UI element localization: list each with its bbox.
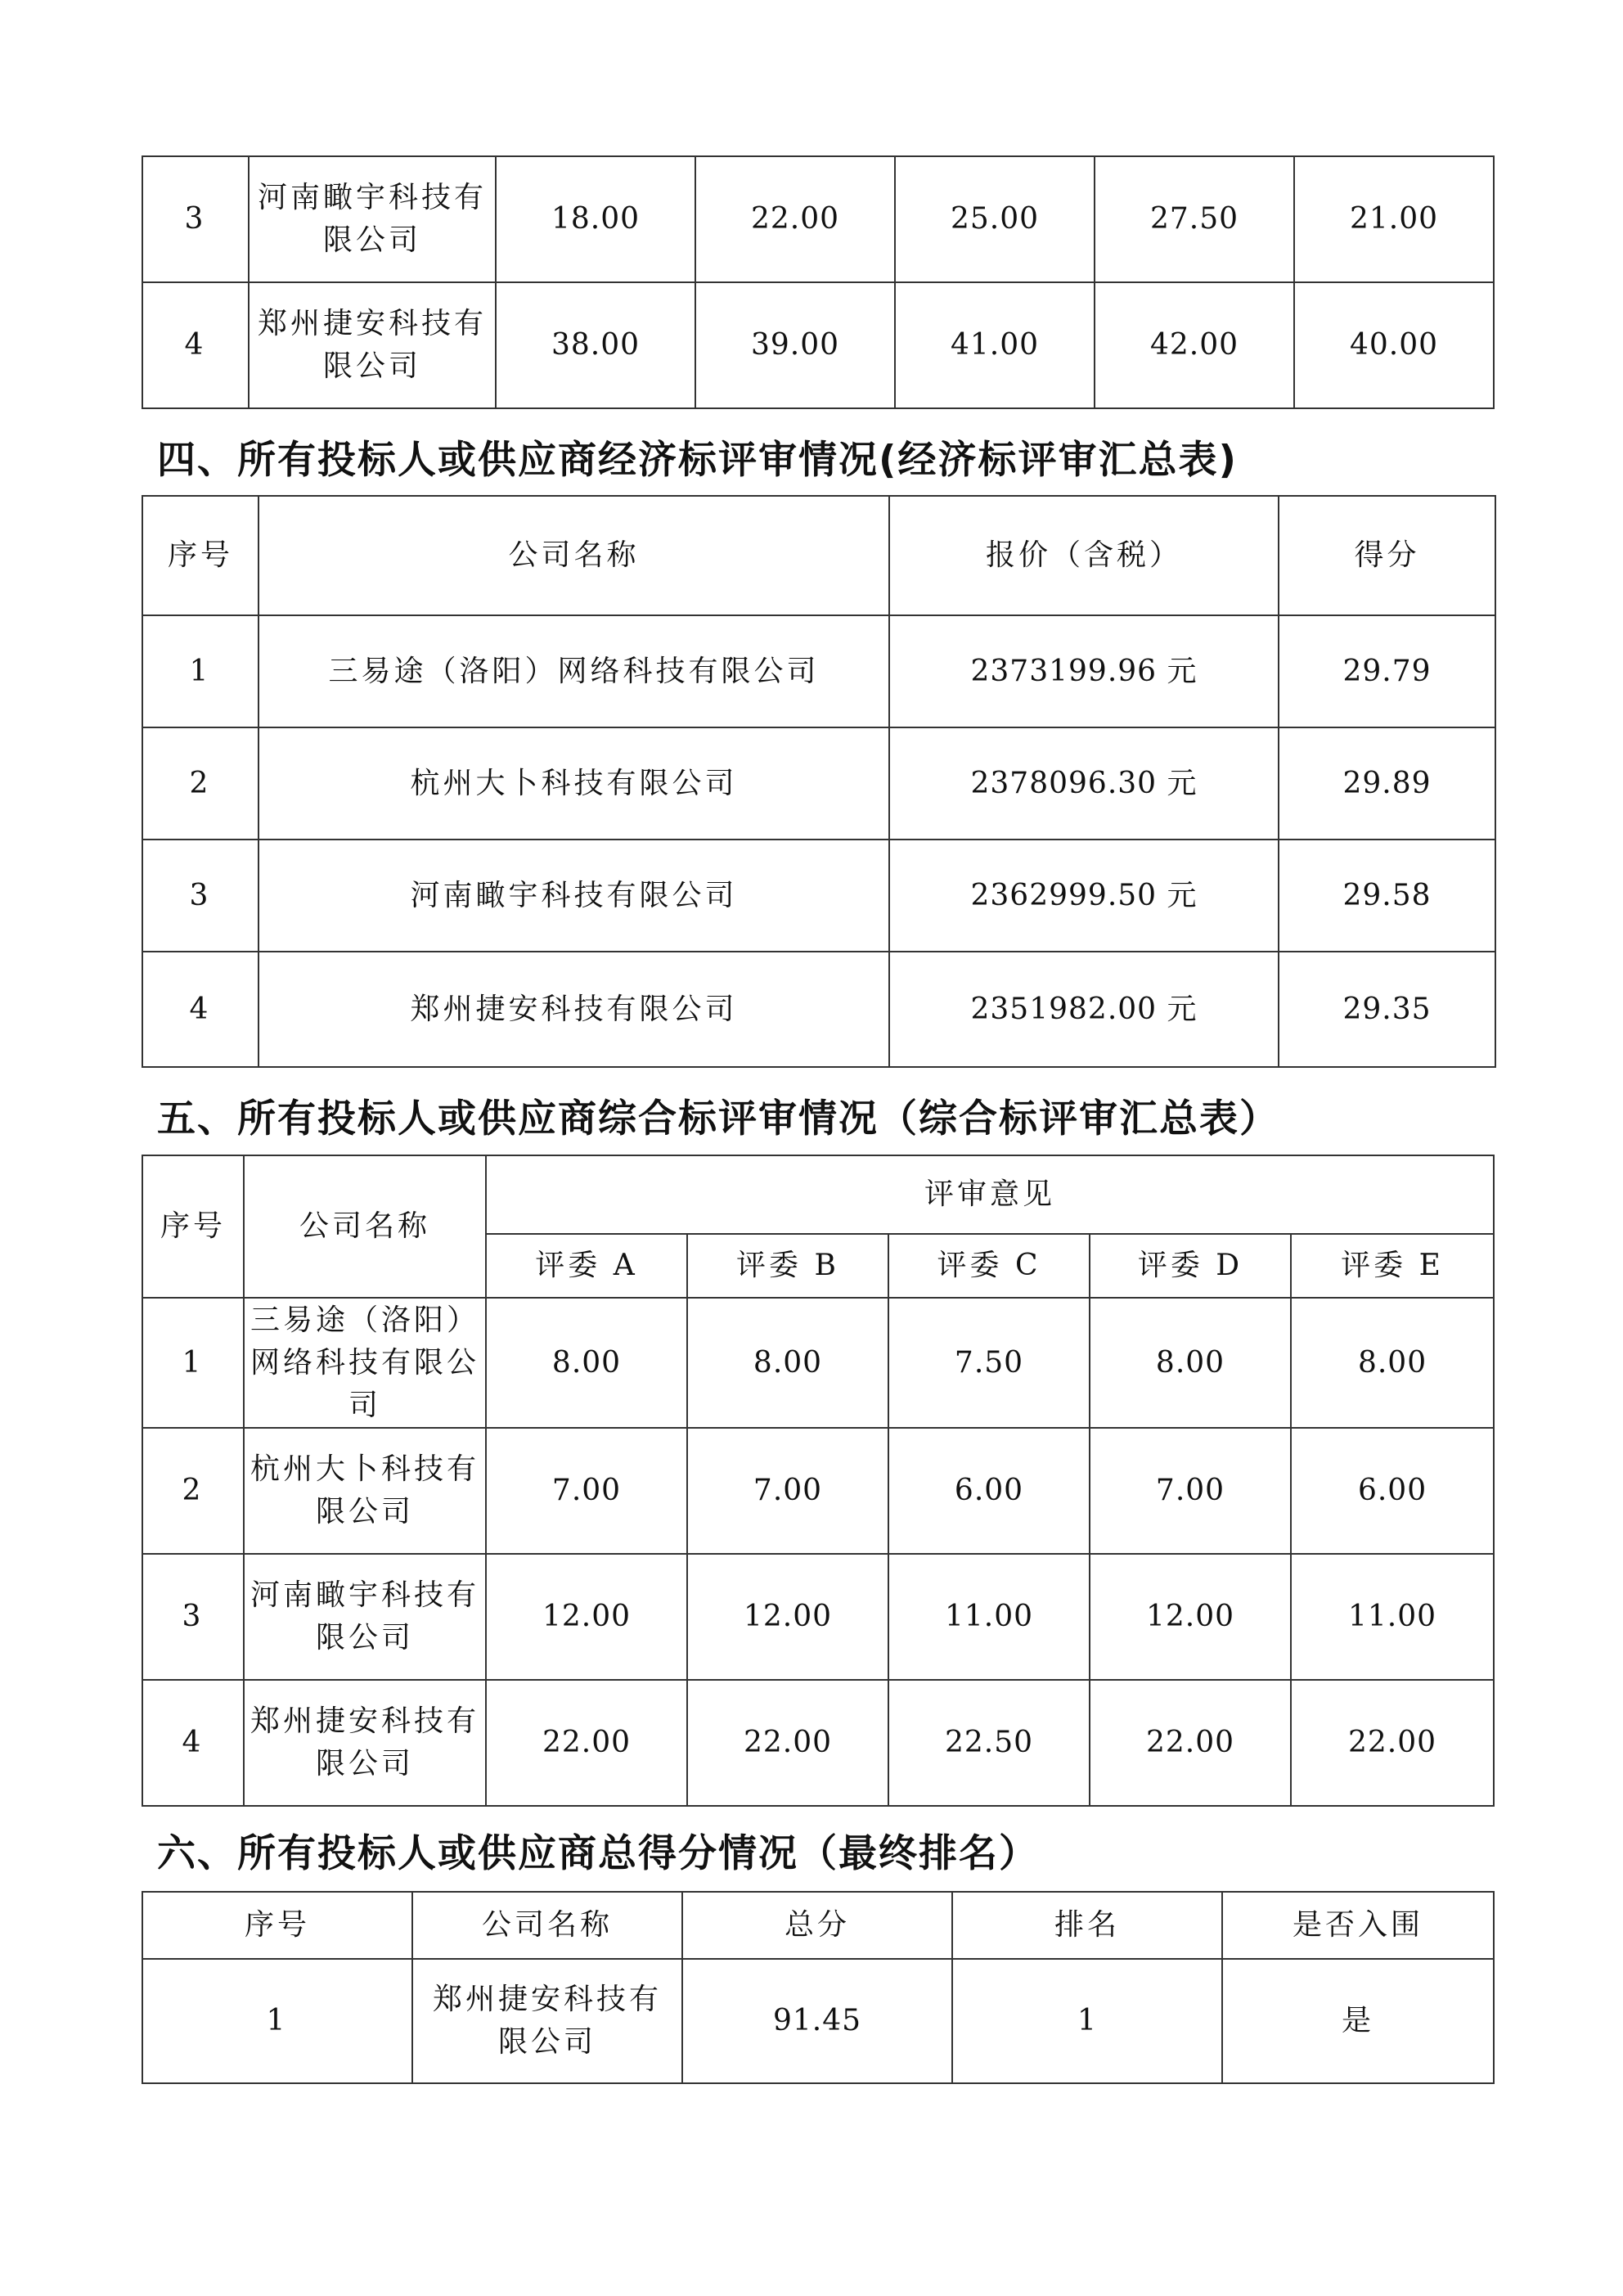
score-cell: 29.79 bbox=[1279, 615, 1495, 727]
price-cell: 2362999.50 元 bbox=[889, 840, 1279, 952]
technical-score-table-continued bbox=[142, 155, 1495, 409]
shortlisted-status: 是 bbox=[1222, 1959, 1494, 2083]
company-name: 三易途（洛阳）网络科技有限公司 bbox=[244, 1298, 486, 1428]
score-cell: 25.00 bbox=[895, 156, 1095, 282]
header-no: 序号 bbox=[142, 496, 259, 615]
header-company: 公司名称 bbox=[412, 1892, 682, 1959]
score-cell: 29.89 bbox=[1279, 727, 1495, 840]
header-review-opinion: 评审意见 bbox=[486, 1155, 1494, 1234]
header-judge-d: 评委 D bbox=[1090, 1234, 1291, 1298]
score-cell: 22.50 bbox=[888, 1680, 1090, 1806]
table-row bbox=[142, 615, 1495, 727]
header-judge-c: 评委 C bbox=[888, 1234, 1090, 1298]
table-row bbox=[142, 156, 1494, 282]
table-row bbox=[142, 952, 1495, 1067]
company-name: 河南瞰宇科技有限公司 bbox=[244, 1554, 486, 1680]
section-heading-comprehensive: 五、所有投标人或供应商综合标评审情况（综合标评审汇总表） bbox=[157, 1096, 1279, 1141]
table-row bbox=[142, 727, 1495, 840]
row-number: 2 bbox=[142, 727, 259, 840]
score-cell: 27.50 bbox=[1095, 156, 1294, 282]
score-cell: 22.00 bbox=[1291, 1680, 1494, 1806]
score-cell: 7.00 bbox=[1090, 1428, 1291, 1554]
table-row bbox=[142, 1554, 1494, 1680]
header-judge-a: 评委 A bbox=[486, 1234, 687, 1298]
section-heading-economic: 四、所有投标人或供应商经济标评审情况(经济标评审汇总表) bbox=[157, 438, 1238, 483]
row-number: 4 bbox=[142, 952, 259, 1067]
row-number: 2 bbox=[142, 1428, 244, 1554]
header-no: 序号 bbox=[142, 1892, 412, 1959]
score-cell: 38.00 bbox=[496, 282, 695, 408]
table-row bbox=[142, 1298, 1494, 1428]
score-cell: 8.00 bbox=[486, 1298, 687, 1428]
score-cell: 12.00 bbox=[486, 1554, 687, 1680]
row-number: 1 bbox=[142, 1959, 412, 2083]
company-name: 郑州捷安科技有限公司 bbox=[259, 952, 889, 1067]
score-cell: 6.00 bbox=[888, 1428, 1090, 1554]
company-name: 郑州捷安科技有限公司 bbox=[249, 282, 496, 408]
score-cell: 18.00 bbox=[496, 156, 695, 282]
table-header-row bbox=[142, 1155, 1494, 1234]
header-rank: 排名 bbox=[952, 1892, 1222, 1959]
table-header-row bbox=[142, 1892, 1494, 1959]
row-number: 3 bbox=[142, 1554, 244, 1680]
table-row bbox=[142, 840, 1495, 952]
score-cell: 40.00 bbox=[1294, 282, 1494, 408]
company-name: 郑州捷安科技有限公司 bbox=[244, 1680, 486, 1806]
section-heading-final-ranking: 六、所有投标人或供应商总得分情况（最终排名） bbox=[157, 1831, 1039, 1876]
score-cell: 22.00 bbox=[1090, 1680, 1291, 1806]
table-row bbox=[142, 1428, 1494, 1554]
row-number: 3 bbox=[142, 840, 259, 952]
row-number: 1 bbox=[142, 615, 259, 727]
company-name: 杭州大卜科技有限公司 bbox=[244, 1428, 486, 1554]
company-name: 河南瞰宇科技有限公司 bbox=[259, 840, 889, 952]
score-cell: 22.00 bbox=[486, 1680, 687, 1806]
row-number: 1 bbox=[142, 1298, 244, 1428]
header-shortlisted: 是否入围 bbox=[1222, 1892, 1494, 1959]
row-number: 4 bbox=[142, 1680, 244, 1806]
rank: 1 bbox=[952, 1959, 1222, 2083]
table-row bbox=[142, 282, 1494, 408]
company-name: 杭州大卜科技有限公司 bbox=[259, 727, 889, 840]
header-company: 公司名称 bbox=[244, 1155, 486, 1298]
score-cell: 22.00 bbox=[695, 156, 895, 282]
header-total: 总分 bbox=[682, 1892, 952, 1959]
score-cell: 6.00 bbox=[1291, 1428, 1494, 1554]
score-cell: 39.00 bbox=[695, 282, 895, 408]
score-cell: 42.00 bbox=[1095, 282, 1294, 408]
price-cell: 2351982.00 元 bbox=[889, 952, 1279, 1067]
score-cell: 11.00 bbox=[888, 1554, 1090, 1680]
score-cell: 12.00 bbox=[687, 1554, 888, 1680]
header-judge-e: 评委 E bbox=[1291, 1234, 1494, 1298]
price-cell: 2373199.96 元 bbox=[889, 615, 1279, 727]
header-price: 报价（含税） bbox=[889, 496, 1279, 615]
company-name: 河南瞰宇科技有限公司 bbox=[249, 156, 496, 282]
score-cell: 29.35 bbox=[1279, 952, 1495, 1067]
score-cell: 8.00 bbox=[1090, 1298, 1291, 1428]
score-cell: 7.50 bbox=[888, 1298, 1090, 1428]
table-row bbox=[142, 1680, 1494, 1806]
row-number: 4 bbox=[142, 282, 249, 408]
header-company: 公司名称 bbox=[259, 496, 889, 615]
total-score: 91.45 bbox=[682, 1959, 952, 2083]
price-cell: 2378096.30 元 bbox=[889, 727, 1279, 840]
score-cell: 41.00 bbox=[895, 282, 1095, 408]
economic-score-table bbox=[142, 495, 1496, 1068]
score-cell: 12.00 bbox=[1090, 1554, 1291, 1680]
company-name: 三易途（洛阳）网络科技有限公司 bbox=[259, 615, 889, 727]
score-cell: 8.00 bbox=[687, 1298, 888, 1428]
score-cell: 7.00 bbox=[486, 1428, 687, 1554]
table-header-row bbox=[142, 496, 1495, 615]
header-no: 序号 bbox=[142, 1155, 244, 1298]
table-row bbox=[142, 1959, 1494, 2083]
header-judge-b: 评委 B bbox=[687, 1234, 888, 1298]
score-cell: 11.00 bbox=[1291, 1554, 1494, 1680]
score-cell: 22.00 bbox=[687, 1680, 888, 1806]
row-number: 3 bbox=[142, 156, 249, 282]
score-cell: 7.00 bbox=[687, 1428, 888, 1554]
score-cell: 8.00 bbox=[1291, 1298, 1494, 1428]
header-score: 得分 bbox=[1279, 496, 1495, 615]
score-cell: 29.58 bbox=[1279, 840, 1495, 952]
score-cell: 21.00 bbox=[1294, 156, 1494, 282]
final-ranking-table bbox=[142, 1891, 1495, 2084]
company-name: 郑州捷安科技有限公司 bbox=[412, 1959, 682, 2083]
comprehensive-score-table bbox=[142, 1155, 1495, 1807]
